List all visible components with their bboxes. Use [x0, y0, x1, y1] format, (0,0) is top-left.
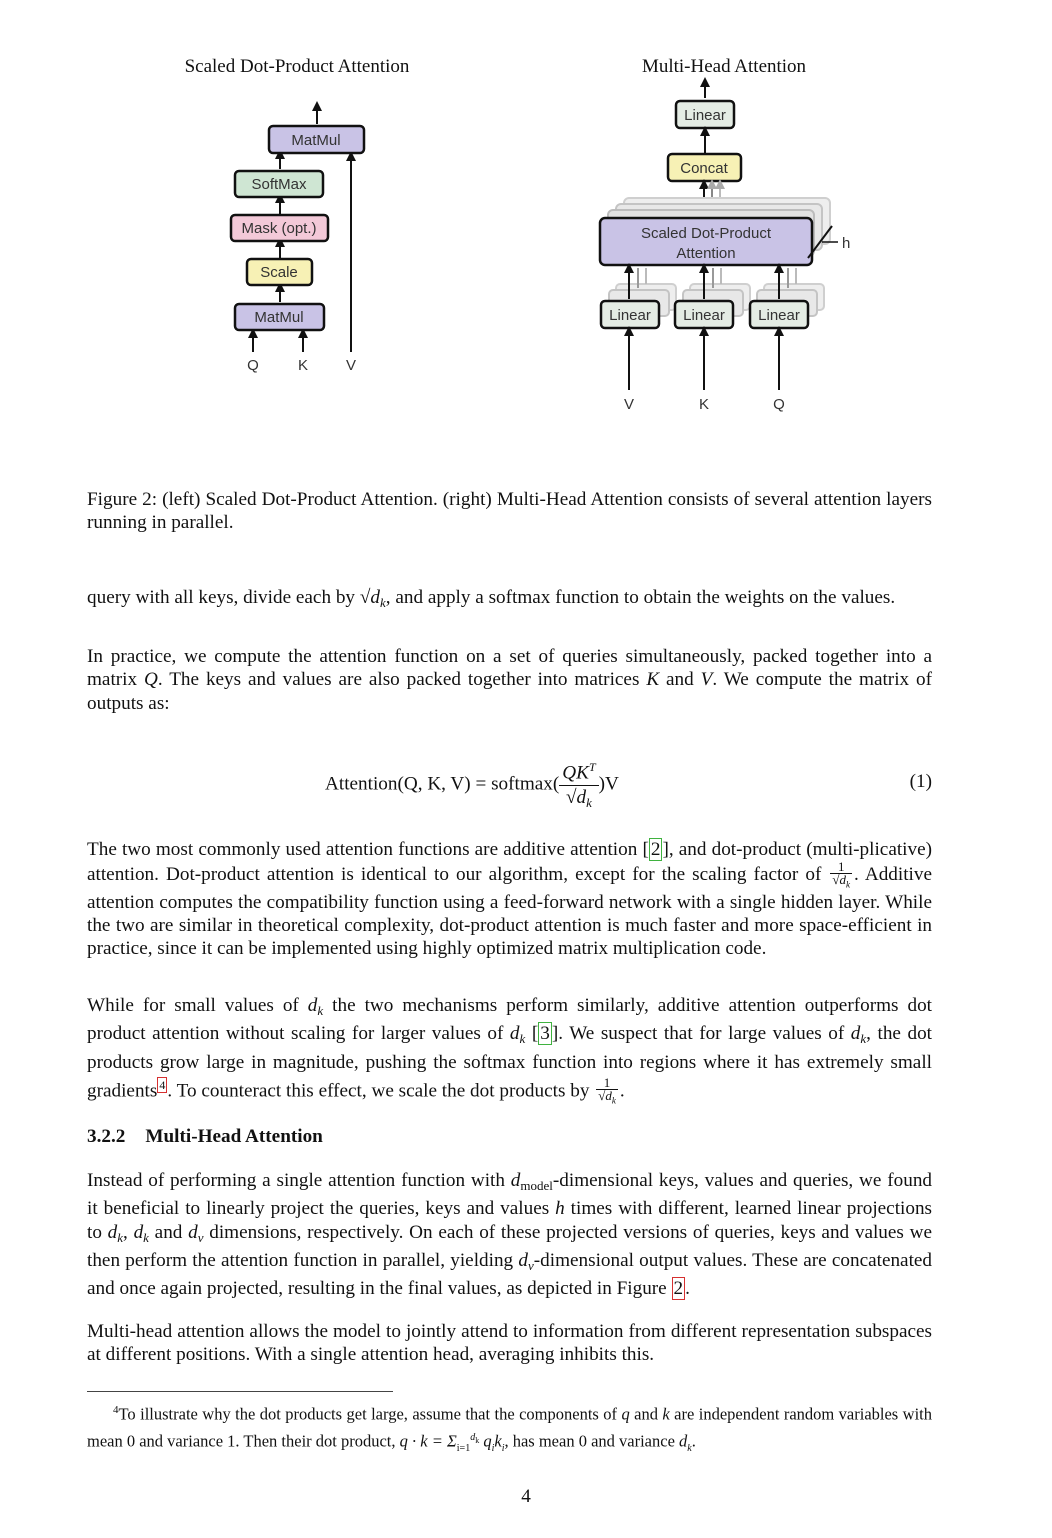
- linear-top-label: Linear: [684, 107, 726, 124]
- paragraph-4: While for small values of $d_k$ the two mechanisms perform similarly, additive attention outperforms dot product attention without scaling for larger values of $d_k$ [ 3 ]. We suspect that for large values of $d_k$, the dot products grow large in magnitude, pushing the softmax function into regions where it has extremely small gradients $^4$ . To counteract this effect, we scale the dot products by $\frac{1}{√d_k}$ .: [87, 995, 933, 1106]
- left-input-q: Q: [247, 357, 259, 374]
- left-figure-title: Scaled Dot-Product Attention: [184, 56, 410, 77]
- matmul-bottom-label: MatMul: [254, 309, 304, 326]
- citation-link[interactable]: 2: [650, 839, 661, 860]
- sdpa-label-line1: Scaled Dot-Product: [640, 225, 772, 242]
- attention-equation: [87, 755, 932, 815]
- footnote-link[interactable]: 4: [159, 1077, 166, 1092]
- linear-k-label: Linear: [683, 307, 725, 324]
- softmax-label: SoftMax: [251, 176, 307, 193]
- matmul-top-label: MatMul: [291, 132, 341, 149]
- linear-q-label: Linear: [758, 307, 800, 324]
- linear-v-label: Linear: [609, 307, 651, 324]
- paragraph-6: Multi-head attention allows the model to jointly attend to information from different representation subspaces at different positions. With a single attention head, averaging inhibits this.: [87, 1321, 932, 1366]
- paragraph-1: query with all keys, divide each by $√d_k$, and apply a softmax function to obtain the weights on the values.: [87, 587, 896, 610]
- scaled-dot-product-diagram: [231, 106, 364, 374]
- attention-figure: [0, 0, 1052, 440]
- paragraph-3: The two most commonly used attention functions are additive attention [ 2 ], and dot-product (multi-plicative) attention. Dot-product attention is identical to our algorithm, except for the scaling factor of $\frac{1}{√d_k}$ . Additive attention computes the compatibility function using a feed-forward network with a single hidden layer. While the two are similar in theoretical complexity, dot-product attention is much faster and more space-efficient in practice, since it can be implemented using highly optimized matrix multiplication code.: [87, 839, 932, 960]
- citation-link[interactable]: 3: [540, 1023, 550, 1045]
- paragraph-5: Instead of performing a single attention function with $d_{model}$-dimensional keys, values and queries, we found it beneficial to linearly project the queries, keys and values h times with different, learned linear projections to $d_k$, $d_k$ and $d_v$ dimensions, respectively. On each of these projected versions of queries, keys and values we then perform the attention function in parallel, yielding $d_v$-dimensional output values. These are concatenated and once again projected, resulting in the final values, as depicted in Figure 2 .: [87, 1170, 933, 1300]
- right-figure-title: Multi-Head Attention: [641, 56, 807, 77]
- left-input-k: K: [297, 357, 309, 374]
- footnote-rule: [87, 1391, 393, 1392]
- right-input-k: K: [698, 396, 710, 413]
- equation-number: (1): [909, 771, 932, 792]
- footnote: $^4$To illustrate why the dot products get large, assume that the components of q and k are independent random variables with mean 0 and variance 1. Then their dot product, $q \cdot k = \Sigma_{i=1}^{d_k}$ $q_ik_i$, has mean 0 and variance $d_k$.: [87, 1404, 932, 1454]
- mask-label: Mask (opt.): [241, 220, 317, 237]
- page-number: 4: [521, 1486, 531, 1507]
- inline-fraction: $\frac{1}{√d_k}$: [832, 859, 851, 890]
- equation-body: Attention(Q, K, V) = softmax( $\frac{QK^T}{√d_k}$ )V: [325, 755, 619, 815]
- right-input-v: V: [623, 396, 635, 413]
- left-input-v: V: [345, 357, 357, 374]
- concat-label: Concat: [680, 160, 728, 177]
- h-label: h: [842, 235, 851, 252]
- sdpa-label-line2: Attention: [676, 245, 736, 262]
- section-heading: 3.2.2 Multi-Head Attention: [87, 1126, 323, 1147]
- figure-caption: Figure 2: (left) Scaled Dot-Product Attention. (right) Multi-Head Attention consists of several attention layers running in parallel.: [87, 489, 932, 534]
- paragraph-2: In practice, we compute the attention function on a set of queries simultaneously, packed together into a matrix Q. The keys and values are also packed together into matrices K and V. We compute the matrix of outputs as:: [87, 646, 932, 714]
- inline-fraction: $\frac{1}{√d_k}$: [598, 1075, 616, 1106]
- figure-link[interactable]: 2: [673, 1278, 684, 1300]
- right-input-q: Q: [773, 396, 785, 413]
- multi-head-diagram: [600, 82, 850, 413]
- scale-label: Scale: [260, 264, 298, 281]
